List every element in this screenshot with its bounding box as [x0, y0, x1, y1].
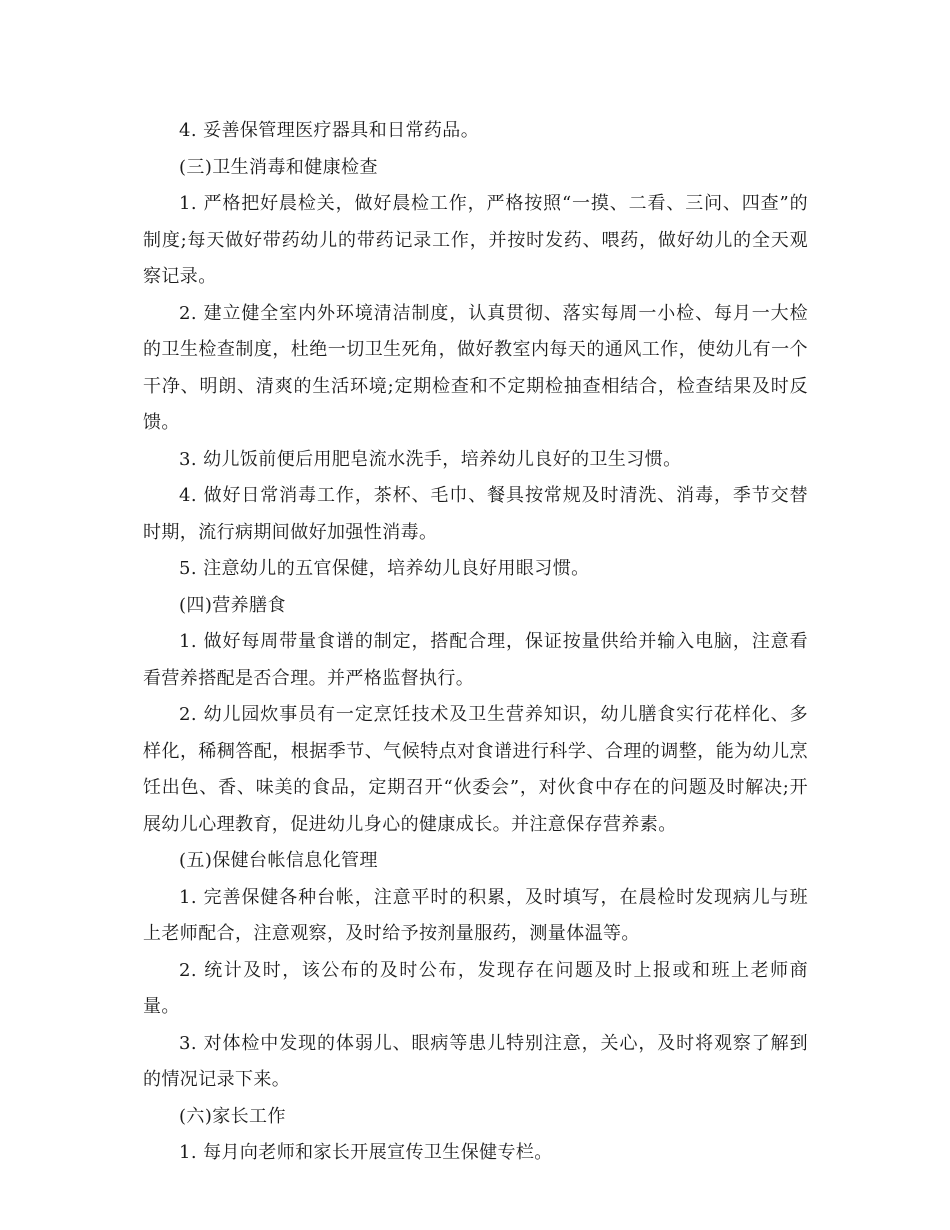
paragraph-item: 4. 做好日常消毒工作，茶杯、毛巾、餐具按常规及时清洗、消毒，季节交替时期，流行病期间做好加强性消毒。 [143, 485, 808, 543]
paragraph-item: 2. 幼儿园炊事员有一定烹饪技术及卫生营养知识，幼儿膳食实行花样化、多样化，稀稠答配，根据季节、气候特点对食谱进行科学、合理的调整，能为幼儿烹饪出色、香、味美的食品，定期召开“伙委会”，对伙食中存在的问题及时解决;开展幼儿心理教育，促进幼儿身心的健康成长。并注意保存营养素。 [143, 704, 808, 835]
paragraph-item: 4. 妥善保管理医疗器具和日常药品。 [179, 120, 480, 141]
paragraph-item: 2. 建立健全室内外环境清洁制度，认真贯彻、落实每周一小检、每月一大检的卫生检查制度，杜绝一切卫生死角，做好教室内每天的通风工作，使幼儿有一个干净、明朗、清爽的生活环境;定期检查和不定期检抽查相结合，检查结果及时反馈。 [143, 302, 808, 433]
section-heading: (四)营养膳食 [179, 594, 286, 616]
paragraph-item: 1. 每月向老师和家长开展宣传卫生保健专栏。 [179, 1142, 553, 1163]
paragraph-item: 3. 幼儿饭前便后用肥皂流水洗手，培养幼儿良好的卫生习惯。 [179, 448, 682, 470]
paragraph-item: 2. 统计及时，该公布的及时公布，发现存在问题及时上报或和班上老师商量。 [143, 959, 808, 1017]
paragraph-item: 1. 做好每周带量食谱的制定，搭配合理，保证按量供给并输入电脑，注意看看营养搭配是否合理。并严格监督执行。 [143, 631, 808, 689]
paragraph-item: 3. 对体检中发现的体弱儿、眼病等患儿特别注意，关心，及时将观察了解到的情况记录下来。 [143, 1032, 808, 1090]
section-heading: (三)卫生消毒和健康检查 [179, 156, 378, 178]
paragraph-item: 1. 严格把好晨检关，做好晨检工作，严格按照“一摸、二看、三问、四查”的制度;每天做好带药幼儿的带药记录工作，并按时发药、喂药，做好幼儿的全天观察记录。 [143, 193, 808, 287]
document-body [143, 113, 808, 1172]
paragraph-item: 1. 完善保健各种台帐，注意平时的积累，及时填写，在晨检时发现病儿与班上老师配合，注意观察，及时给予按剂量服药，测量体温等。 [143, 886, 808, 944]
section-heading: (六)家长工作 [179, 1105, 286, 1127]
section-heading: (五)保健台帐信息化管理 [179, 850, 378, 871]
paragraph-item: 5. 注意幼儿的五官保健，培养幼儿良好用眼习惯。 [179, 558, 590, 579]
